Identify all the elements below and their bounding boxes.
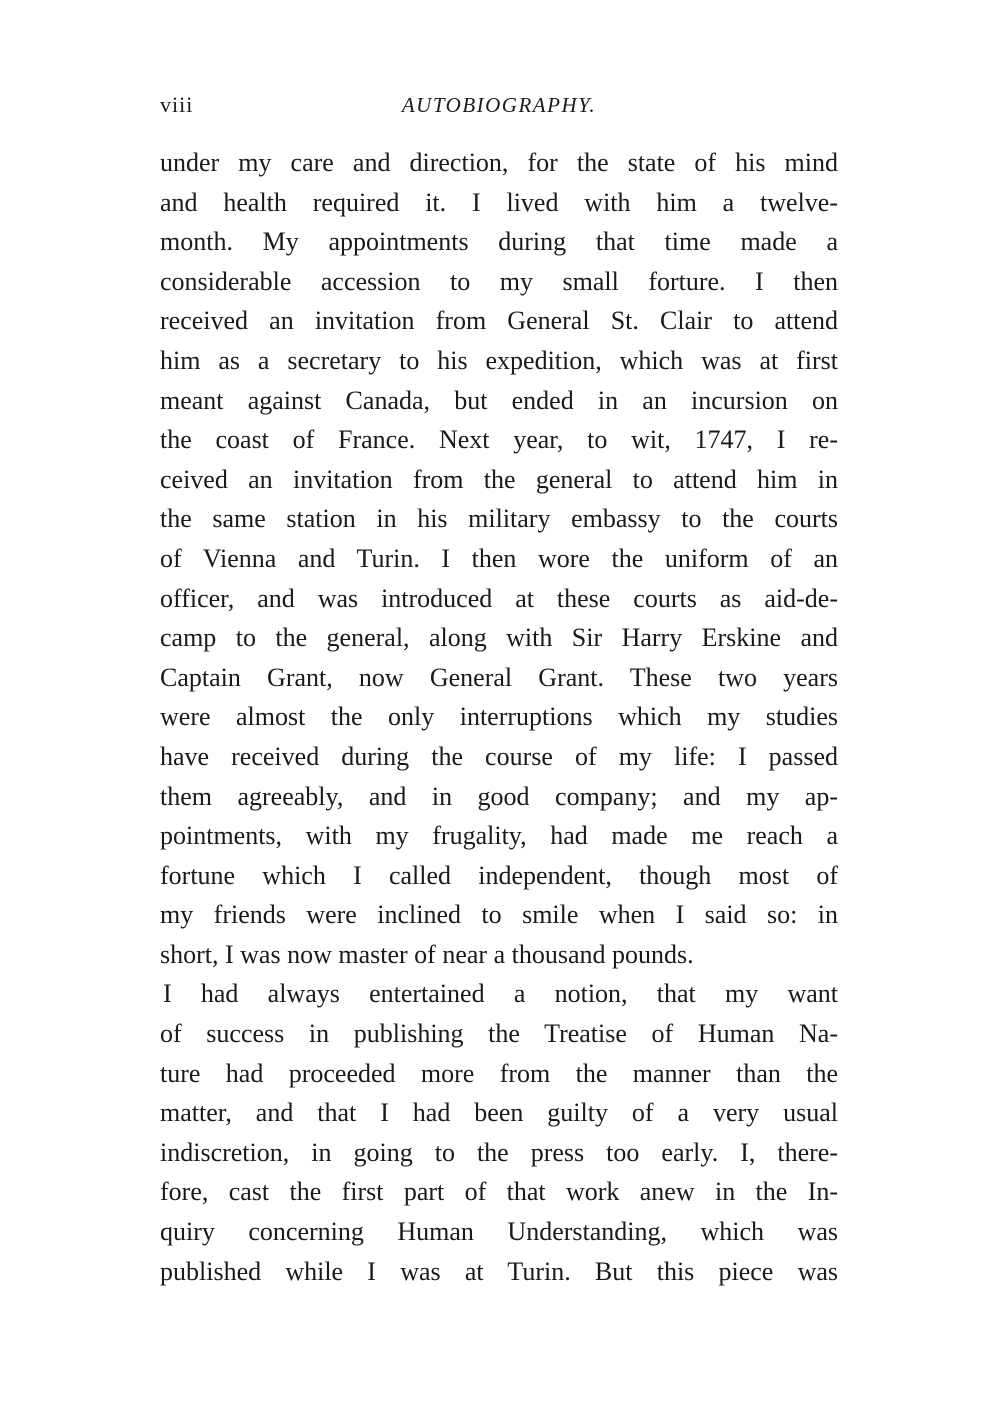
page-number: viii — [160, 92, 194, 117]
running-title: AUTOBIOGRAPHY. — [401, 93, 597, 117]
text-line: were almost the only interruptions which my studies — [160, 702, 838, 732]
text-line: the same station in his military embassy to the courts — [160, 504, 838, 534]
text-line: my friends were inclined to smile when I said so: in — [160, 900, 838, 930]
text-line: of Vienna and Turin. I then wore the uniform of an — [160, 543, 838, 573]
text-line: and health required it. I lived with him a twelve- — [160, 187, 838, 217]
text-line: published while I was at Turin. But this piece was — [160, 1256, 838, 1286]
body-text — [160, 143, 838, 1291]
text-line: indiscretion, in going to the press too early. I, there- — [160, 1137, 838, 1167]
text-line: them agreeably, and in good company; and my ap- — [160, 781, 838, 811]
text-line: camp to the general, along with Sir Harry Erskine and — [160, 623, 838, 653]
text-line: month. My appointments during that time made a — [160, 227, 838, 257]
text-line: quiry concerning Human Understanding, which was — [160, 1217, 838, 1247]
text-line: fore, cast the first part of that work anew in the In- — [160, 1177, 838, 1207]
text-line: of success in publishing the Treatise of Human Na- — [160, 1019, 838, 1049]
text-line: pointments, with my frugality, had made me reach a — [160, 821, 838, 851]
paragraph-first-line: I had always entertained a notion, that my want — [163, 979, 838, 1009]
text-line: have received during the course of my life: I passed — [160, 741, 838, 771]
text-line: matter, and that I had been guilty of a very usual — [160, 1098, 838, 1128]
text-line: meant against Canada, but ended in an incursion on — [160, 385, 838, 415]
text-line: ture had proceeded more from the manner than the — [160, 1058, 838, 1088]
text-line: ceived an invitation from the general to attend him in — [160, 464, 838, 494]
text-line: him as a secretary to his expedition, which was at first — [160, 345, 838, 375]
text-line: Captain Grant, now General Grant. These two years — [160, 662, 838, 692]
text-line: considerable accession to my small forture. I then — [160, 266, 838, 296]
page-header — [160, 92, 838, 124]
text-line: the coast of France. Next year, to wit, 1747, I re- — [160, 425, 838, 455]
paragraph-last-line: short, I was now master of near a thousand pounds. — [160, 939, 694, 969]
text-line: officer, and was introduced at these courts as aid-de- — [160, 583, 838, 613]
text-line: received an invitation from General St. Clair to attend — [160, 306, 838, 336]
text-line: under my care and direction, for the state of his mind — [160, 148, 838, 177]
text-line: fortune which I called independent, though most of — [160, 860, 838, 890]
